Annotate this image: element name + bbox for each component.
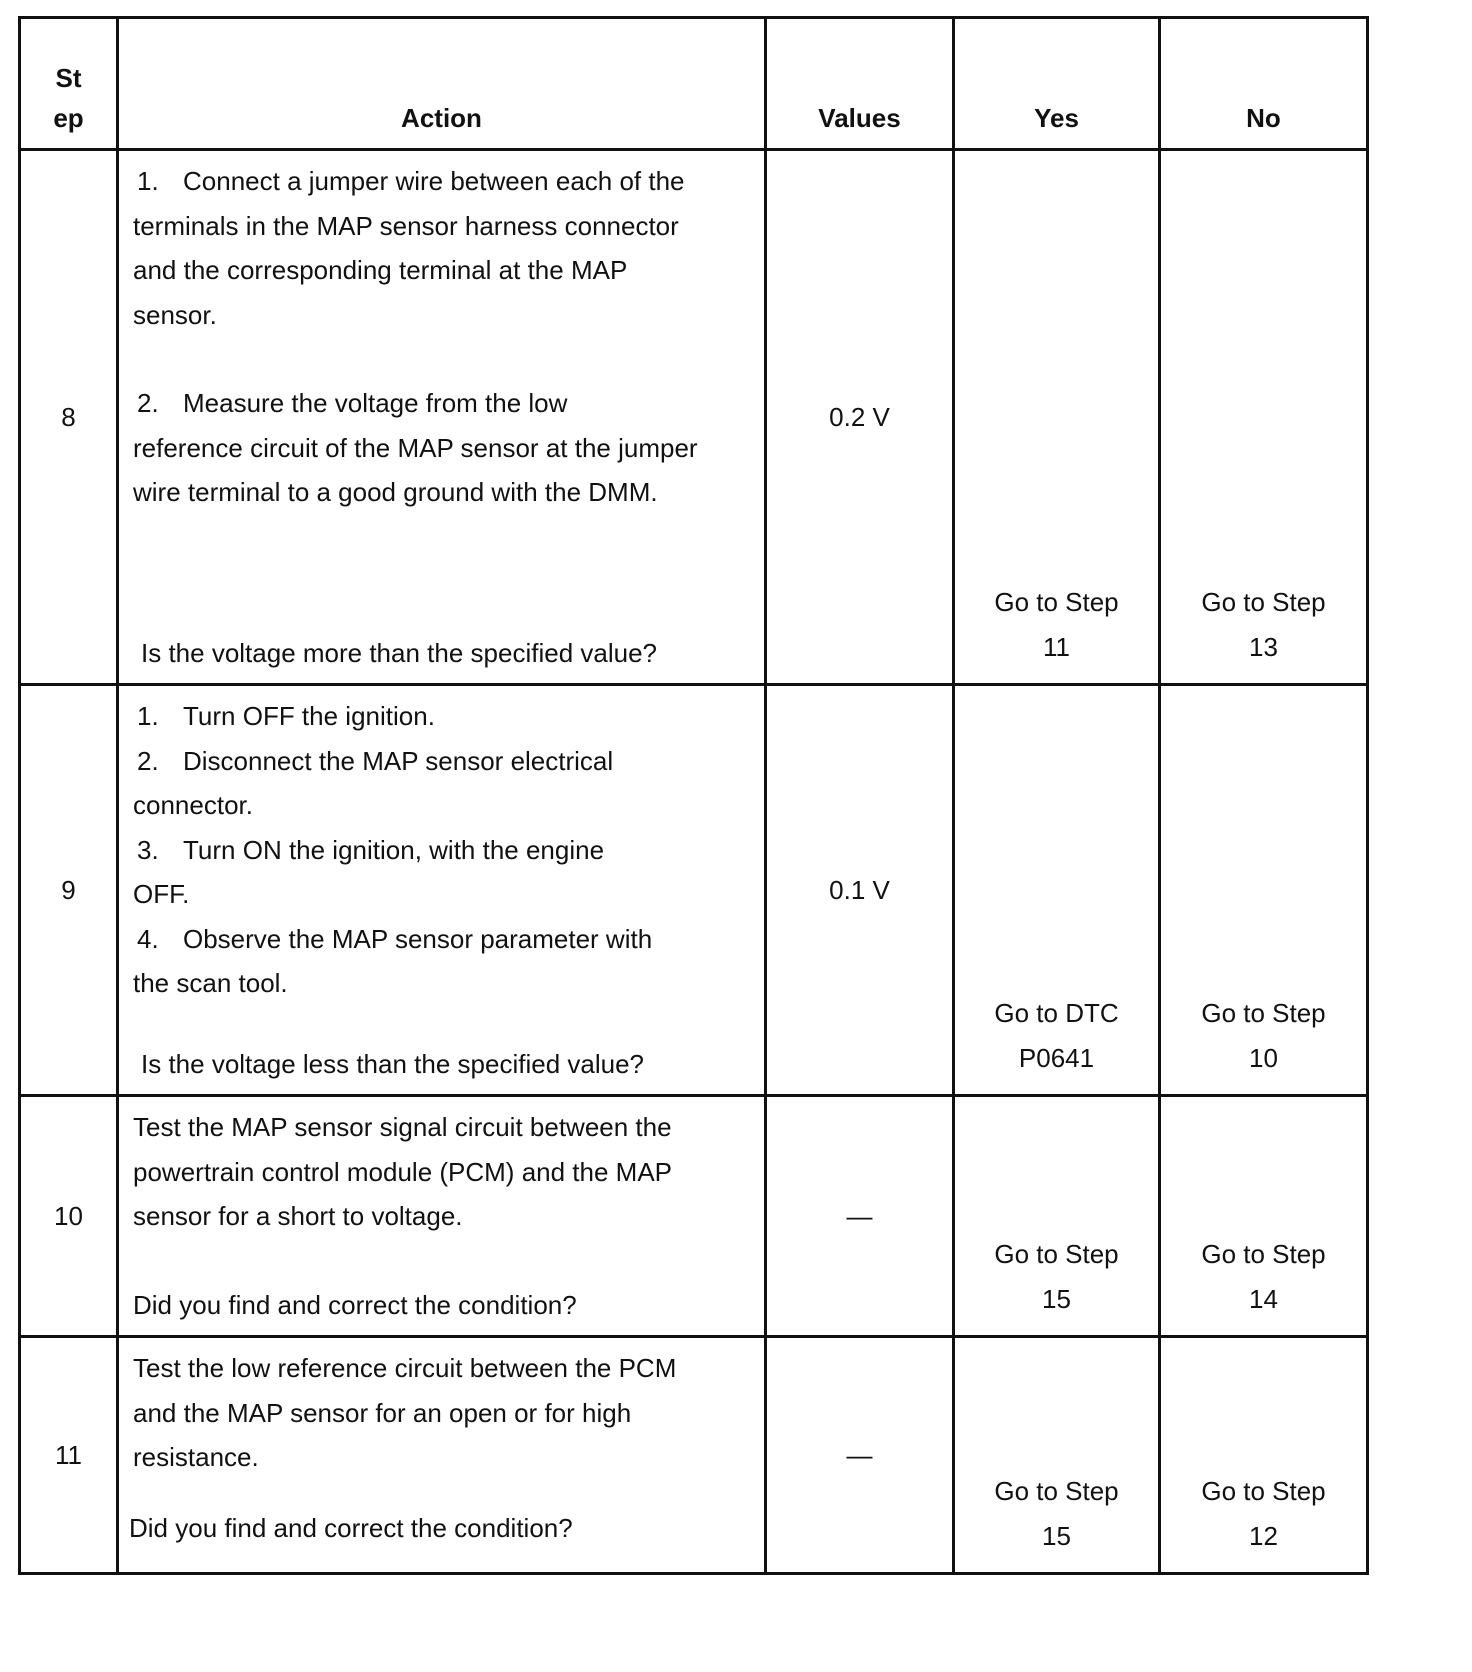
diagnostic-table (18, 16, 1369, 1575)
table-row (20, 150, 1368, 685)
step-number: 11 (20, 1337, 118, 1574)
step-number: 9 (20, 685, 118, 1096)
action-line: reference circuit of the MAP sensor at the jumper (133, 432, 698, 463)
action-cell: Test the low reference circuit between the PCM and the MAP sensor for an open or for high resistance. Did you find and correct the condition? (118, 1337, 766, 1574)
no-cell: Go to Step 13 (1160, 150, 1368, 685)
no-header: No (1160, 18, 1368, 150)
value-cell: — (766, 1337, 954, 1574)
step-number: 10 (20, 1096, 118, 1337)
table-row (20, 685, 1368, 1096)
yes-cell: Go to Step 11 (954, 150, 1160, 685)
step-header-line1: St (55, 63, 82, 93)
yes-cell: Go to DTC P0641 (954, 685, 1160, 1096)
header-row (20, 18, 1368, 150)
step-number: 8 (20, 150, 118, 685)
action-question: Is the voltage less than the specified value? (141, 1048, 644, 1079)
action-header: Action (118, 18, 766, 150)
yes-cell: Go to Step 15 (954, 1096, 1160, 1337)
action-line: and the corresponding terminal at the MAP (133, 255, 628, 285)
table-row (20, 1337, 1368, 1574)
no-cell: Go to Step 12 (1160, 1337, 1368, 1574)
action-question: Is the voltage more than the specified value? (141, 637, 657, 668)
step-header-line2: ep (53, 103, 84, 133)
value-cell: 0.2 V (766, 150, 954, 685)
step-header (20, 18, 118, 150)
yes-cell: Go to Step 15 (954, 1337, 1160, 1574)
action-line: sensor. (133, 299, 217, 330)
action-line: 1. Connect a jumper wire between each of the (137, 166, 685, 196)
action-question: Did you find and correct the condition? (133, 1289, 577, 1320)
no-cell: Go to Step 10 (1160, 685, 1368, 1096)
table-row (20, 1096, 1368, 1337)
action-question: Did you find and correct the condition? (129, 1512, 573, 1543)
action-cell: Test the MAP sensor signal circuit between the powertrain control module (PCM) and the MAP sensor for a short to voltage. Did you find and correct the condition? (118, 1096, 766, 1337)
value-cell: — (766, 1096, 954, 1337)
yes-header: Yes (954, 18, 1160, 150)
action-cell (118, 150, 766, 685)
action-line: 2. Measure the voltage from the low (137, 388, 568, 418)
no-cell: Go to Step 14 (1160, 1096, 1368, 1337)
action-line: terminals in the MAP sensor harness connector (133, 210, 679, 241)
action-cell: 1. Turn OFF the ignition. 2. Disconnect the MAP sensor electrical connector. 3. Turn ON the ignition, with the engine OFF. 4. Observe the MAP sensor parameter with the scan tool. Is the voltage less than the specified value? (118, 685, 766, 1096)
value-cell: 0.1 V (766, 685, 954, 1096)
steps-table (18, 16, 1369, 1575)
values-header: Values (766, 18, 954, 150)
action-line: wire terminal to a good ground with the DMM. (133, 477, 658, 507)
